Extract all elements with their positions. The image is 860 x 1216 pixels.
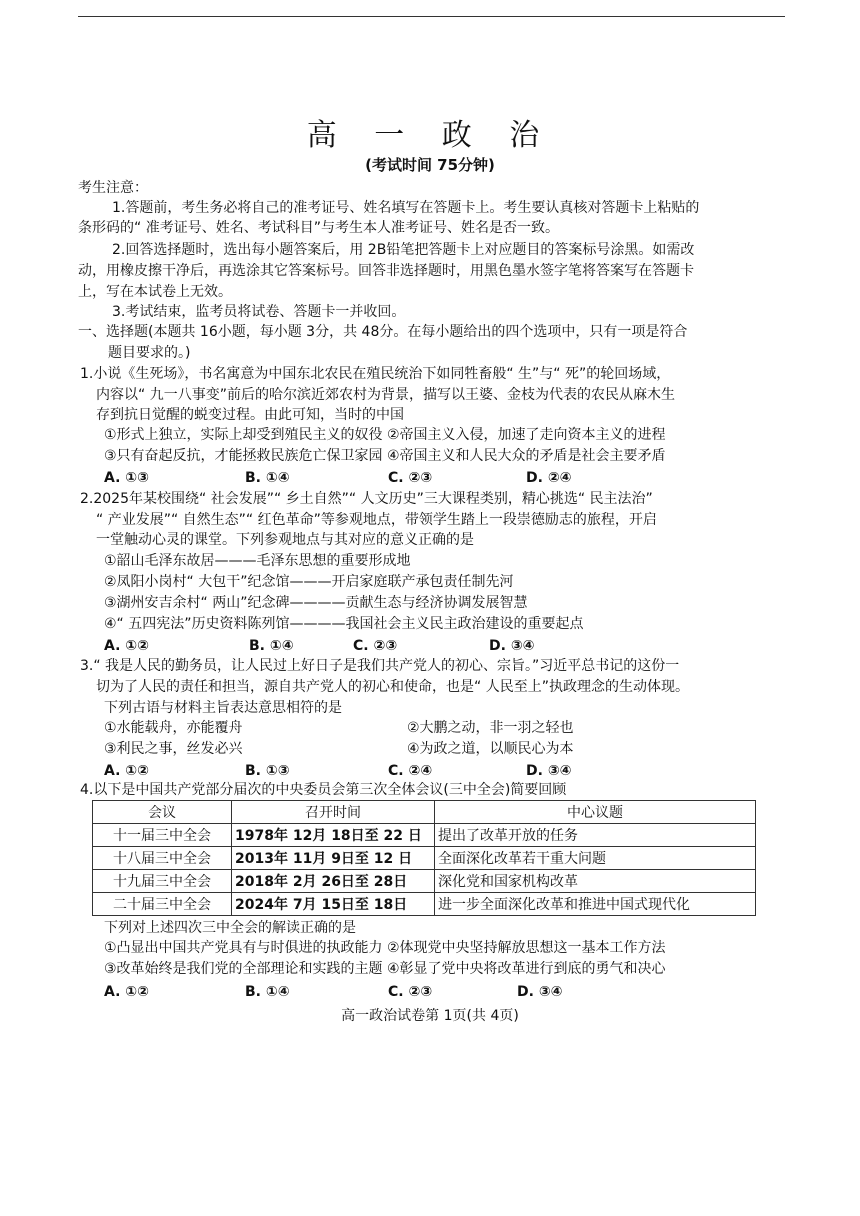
top-rule — [78, 16, 785, 17]
question-1-option-c: C. ②③ — [388, 470, 433, 486]
table-cell: 深化党和国家机构改革 — [435, 870, 756, 893]
question-2-statement: ③湖州安吉余村“ 两山”纪念碑————贡献生态与经济协调发展智慧 — [104, 595, 528, 611]
section-heading: 一、选择题(本题共 16小题，每小题 3分，共 48分。在每小题给出的四个选项中，只有一项是符合 — [78, 324, 688, 340]
question-2-option-d: D. ③④ — [489, 638, 535, 654]
question-4-statement: ③改革始终是我们党的全部理论和实践的主题 ④彰显了党中央将改革进行到底的勇气和决心 — [104, 961, 666, 977]
table-cell: 提出了改革开放的任务 — [435, 824, 756, 847]
question-4-option-a: A. ①② — [104, 984, 149, 1000]
question-3-statement: ②大鹏之动，非一羽之轻也 — [407, 720, 574, 736]
question-2-text: 一堂触动心灵的课堂。下列参观地点与其对应的意义正确的是 — [96, 532, 474, 548]
table-row — [93, 870, 756, 893]
table-cell: 十一届三中全会 — [93, 824, 232, 847]
question-1-statement: ③只有奋起反抗，才能拯救民族危亡保卫家园 ④帝国主义和人民大众的矛盾是社会主要矛盾 — [104, 448, 666, 464]
plenary-sessions-table — [92, 800, 756, 916]
table-cell: 十八届三中全会 — [93, 847, 232, 870]
question-3-text: 切为了人民的责任和担当，源自共产党人的初心和使命，也是“ 人民至上”执政理念的生动体现。 — [96, 679, 689, 695]
question-2-statement: ④“ 五四宪法”历史资料陈列馆————我国社会主义民主政治建设的重要起点 — [104, 616, 584, 632]
question-1-option-d: D. ②④ — [526, 470, 572, 486]
table-header-cell: 会议 — [93, 801, 232, 824]
question-3-statement: ④为政之道，以顺民心为本 — [407, 741, 574, 757]
question-1-option-a: A. ①③ — [104, 470, 149, 486]
table-row — [93, 847, 756, 870]
question-3-text: 下列古语与材料主旨表达意思相符的是 — [104, 700, 342, 716]
table-header-cell: 召开时间 — [232, 801, 435, 824]
table-cell: 1978年 12月 18日至 22 日 — [232, 824, 435, 847]
question-4-text: 下列对上述四次三中全会的解读正确的是 — [104, 920, 356, 936]
notice-line: 条形码的“ 准考证号、姓名、考试科目”与考生本人准考证号、姓名是否一致。 — [78, 220, 559, 236]
table-cell: 2013年 11月 9日至 12 日 — [232, 847, 435, 870]
question-1-text: 1.小说《生死场》，书名寓意为中国东北农民在殖民统治下如同牲畜般“ 生”与“ 死”的轮回场域， — [80, 366, 671, 382]
question-3-option-d: D. ③④ — [526, 763, 572, 779]
exam-duration: (考试时间 75分钟) — [365, 156, 495, 174]
notice-line: 动，用橡皮擦干净后，再选涂其它答案标号。回答非选择题时，用黑色墨水签字笔将答案写在答题卡 — [78, 263, 694, 279]
question-1-text: 存到抗日觉醒的蜕变过程。由此可知，当时的中国 — [96, 407, 404, 423]
question-4-option-d: D. ③④ — [517, 984, 563, 1000]
question-4-option-c: C. ②③ — [388, 984, 433, 1000]
page-footer: 高一政治试卷第 1页(共 4页) — [341, 1008, 519, 1024]
notice-heading: 考生注意： — [78, 180, 148, 196]
question-4-option-b: B. ①④ — [245, 984, 290, 1000]
table-cell: 全面深化改革若干重大问题 — [435, 847, 756, 870]
question-3-option-b: B. ①③ — [245, 763, 290, 779]
table-header-cell: 中心议题 — [435, 801, 756, 824]
table-row — [93, 893, 756, 916]
question-4-text: 4.以下是中国共产党部分届次的中央委员会第三次全体会议(三中全会)简要回顾 — [80, 782, 567, 798]
notice-line: 2.回答选择题时，选出每小题答案后，用 2B铅笔把答题卡上对应题目的答案标号涂黑。如需改 — [112, 242, 695, 258]
table-cell: 2018年 2月 26日至 28日 — [232, 870, 435, 893]
question-3-option-c: C. ②④ — [388, 763, 433, 779]
table-header-row — [93, 801, 756, 824]
question-1-option-b: B. ①④ — [245, 470, 290, 486]
question-2-statement: ②凤阳小岗村“ 大包干”纪念馆———开启家庭联产承包责任制先河 — [104, 574, 514, 590]
question-2-text: “ 产业发展”“ 自然生态”“ 红色革命”等参观地点，带领学生踏上一段崇德励志的旅程，开启 — [96, 512, 657, 528]
table-cell: 二十届三中全会 — [93, 893, 232, 916]
question-3-option-a: A. ①② — [104, 763, 149, 779]
question-2-option-b: B. ①④ — [249, 638, 294, 654]
question-1-text: 内容以“ 九一八事变”前后的哈尔滨近郊农村为背景，描写以王婆、金枝为代表的农民从麻木生 — [96, 387, 675, 403]
question-2-text: 2.2025年某校围绕“ 社会发展”“ 乡土自然”“ 人文历史”三大课程类别，精心挑选“ 民主法治” — [80, 491, 653, 507]
question-3-statement: ①水能载舟，亦能覆舟 — [104, 720, 243, 736]
question-3-statement: ③利民之事，丝发必兴 — [104, 741, 243, 757]
table-cell: 进一步全面深化改革和推进中国式现代化 — [435, 893, 756, 916]
question-1-statement: ①形式上独立，实际上却受到殖民主义的奴役 ②帝国主义入侵，加速了走向资本主义的进程 — [104, 427, 666, 443]
notice-line: 上，写在本试卷上无效。 — [78, 284, 232, 300]
notice-line: 1.答题前，考生务必将自己的准考证号、姓名填写在答题卡上。考生要认真核对答题卡上粘贴的 — [112, 200, 700, 216]
question-2-option-a: A. ①② — [104, 638, 149, 654]
question-2-option-c: C. ②③ — [353, 638, 398, 654]
table-cell: 2024年 7月 15日至 18日 — [232, 893, 435, 916]
section-heading-cont: 题目要求的。) — [108, 345, 191, 361]
question-2-statement: ①韶山毛泽东故居———毛泽东思想的重要形成地 — [104, 553, 411, 569]
page-title: 高 一 政 治 — [306, 118, 554, 153]
question-3-text: 3.“ 我是人民的勤务员，让人民过上好日子是我们共产党人的初心、宗旨。”习近平总书记的这份一 — [80, 658, 680, 674]
notice-line: 3.考试结束，监考员将试卷、答题卡一并收回。 — [112, 304, 406, 320]
question-4-statement: ①凸显出中国共产党具有与时俱进的执政能力 ②体现党中央坚持解放思想这一基本工作方法 — [104, 940, 666, 956]
table-row — [93, 824, 756, 847]
table-cell: 十九届三中全会 — [93, 870, 232, 893]
